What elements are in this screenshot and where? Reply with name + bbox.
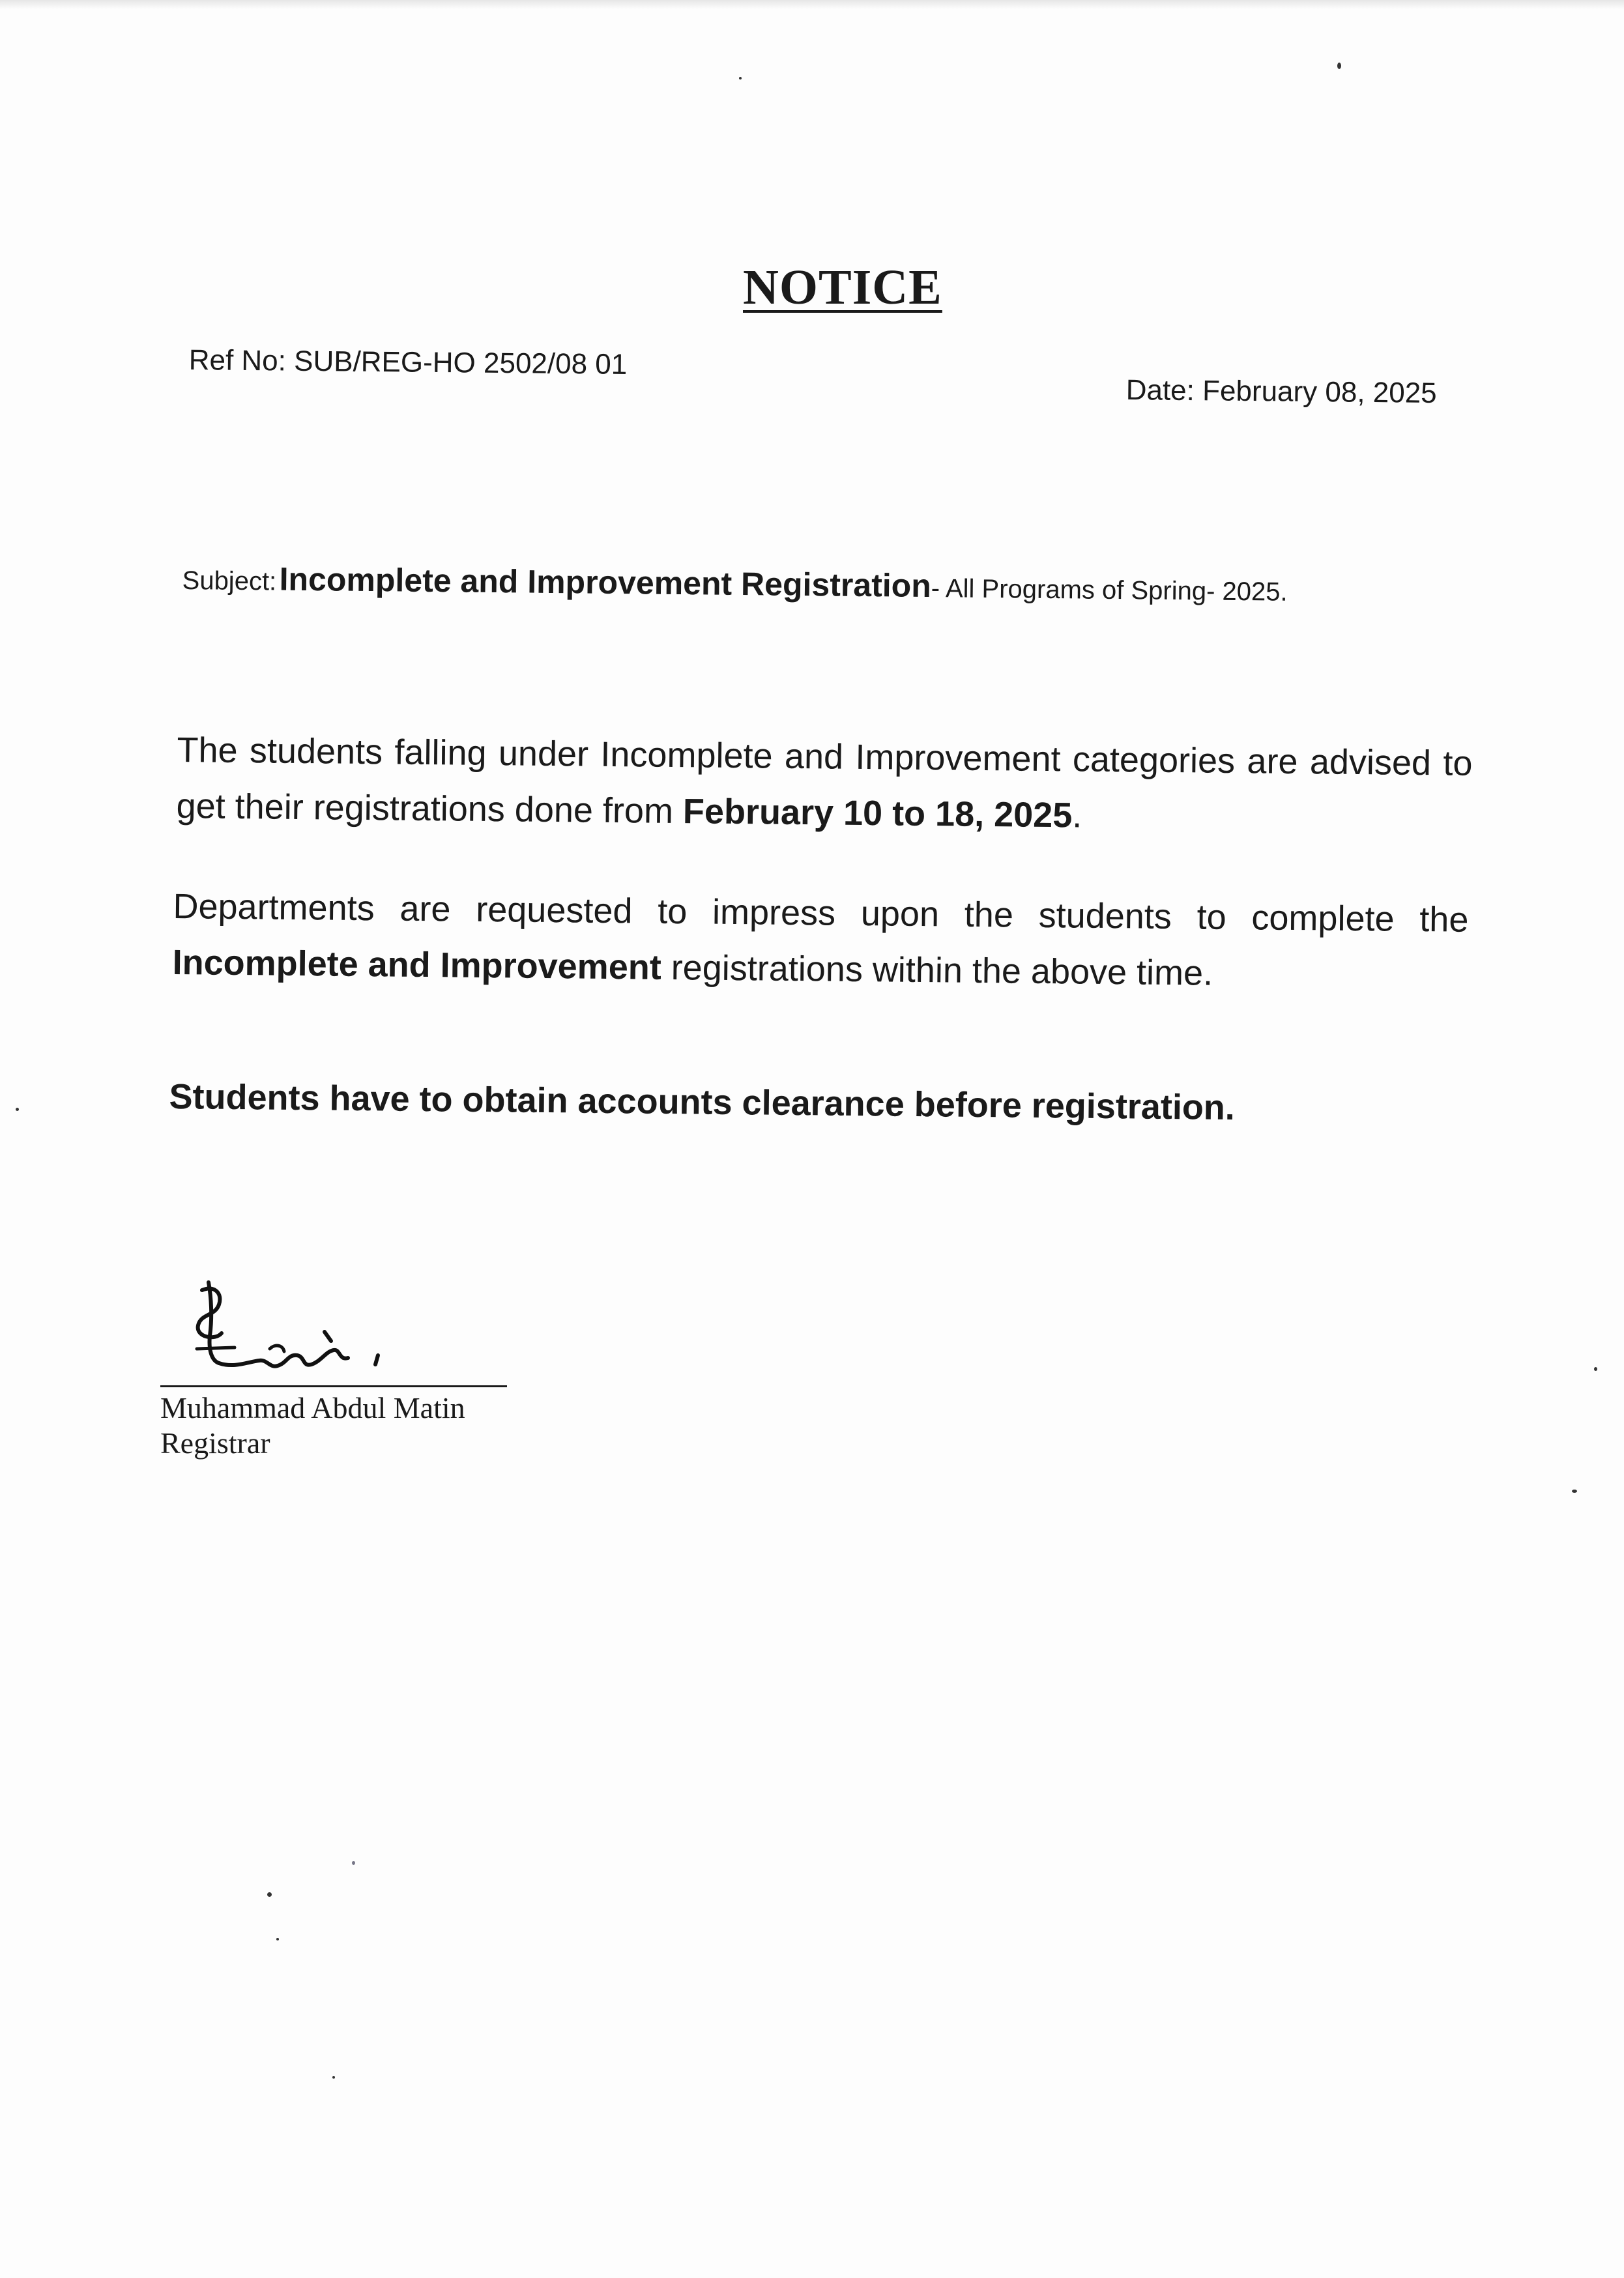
scan-speck (739, 77, 742, 79)
subject-tail: - All Programs of Spring- 2025. (931, 574, 1288, 607)
scan-speck (1572, 1490, 1577, 1493)
paragraph1-dates: February 10 to 18, 2025 (682, 792, 1073, 835)
signatory-title: Registrar (160, 1426, 270, 1460)
paragraph2-bold: Incomplete and Improvement (172, 942, 662, 987)
scan-speck (276, 1938, 279, 1940)
reference-number: Ref No: SUB/REG-HO 2502/08 01 (188, 344, 628, 381)
scan-speck (352, 1861, 355, 1865)
scan-speck (1594, 1367, 1597, 1371)
paragraph1-end: . (1071, 796, 1082, 835)
scan-speck (1337, 63, 1341, 69)
scan-speck (16, 1108, 19, 1111)
signature-line (160, 1385, 507, 1387)
subject-label: Subject: (182, 566, 277, 596)
paragraph-registration-dates (176, 722, 1473, 848)
scan-speck (332, 2076, 335, 2079)
paragraph2-text: Departments are requested to impress upon the students to complete the (173, 886, 1469, 940)
scan-speck (267, 1892, 272, 1897)
notice-title: NOTICE (743, 260, 942, 315)
paragraph-accounts-clearance: Students have to obtain accounts clearance before registration. (169, 1076, 1236, 1128)
scan-edge (0, 0, 1624, 9)
notice-date: Date: February 08, 2025 (1125, 374, 1437, 409)
subject-title: Incomplete and Improvement Registration (279, 560, 932, 605)
paragraph1-text: The students falling under Incomplete and Improvement categories are advised to get their registrations done from (176, 730, 1473, 831)
subject-line (182, 559, 1288, 609)
signatory-name: Muhammad Abdul Matin (160, 1391, 465, 1424)
paragraph2-end: registrations within the above time. (661, 947, 1213, 993)
paragraph-departments (172, 878, 1469, 1004)
handwritten-signature (182, 1271, 417, 1388)
